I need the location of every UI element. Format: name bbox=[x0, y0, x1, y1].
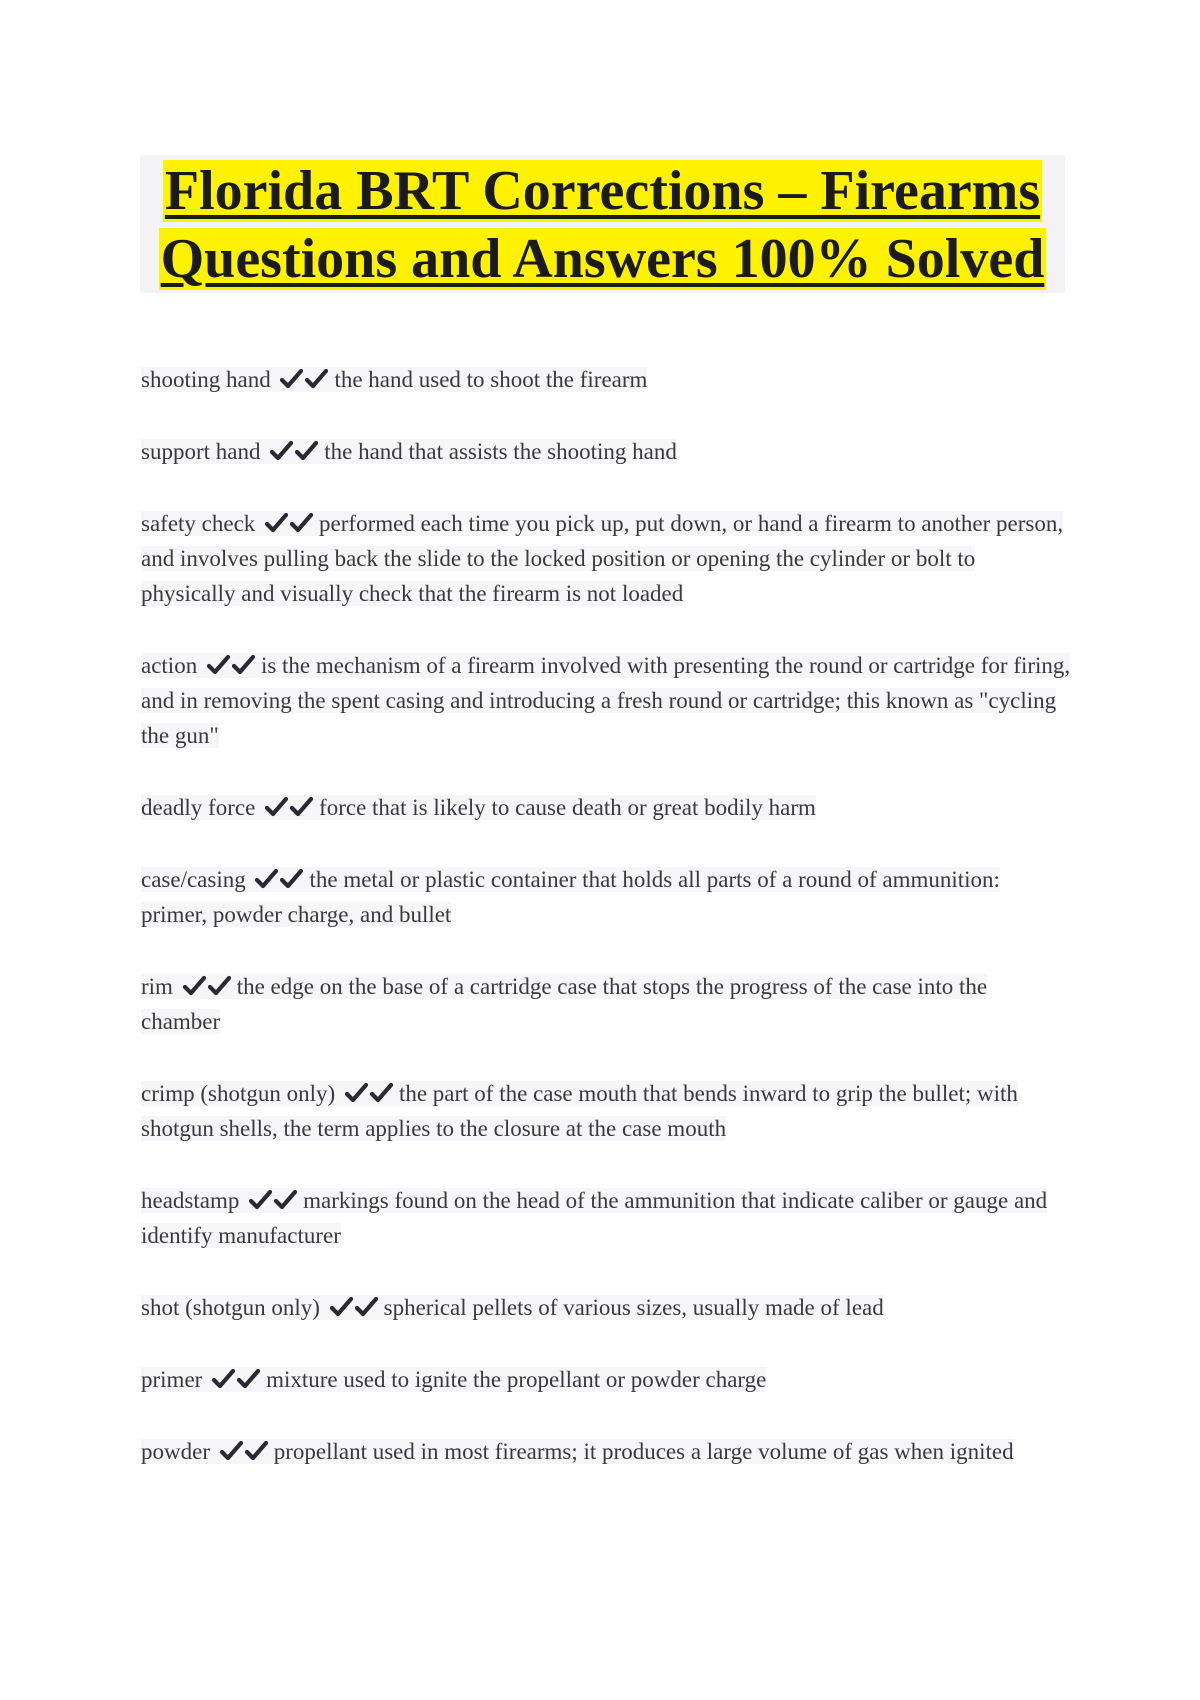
entry-definition: the hand used to shoot the firearm bbox=[334, 367, 648, 392]
double-check-icon bbox=[264, 439, 320, 464]
entry-definition: the edge on the base of a cartridge case that stops the progress of the case into the chamber bbox=[141, 974, 988, 1034]
document-title-text: Florida BRT Corrections – Firearms Questions and Answers 100% Solved bbox=[160, 160, 1045, 290]
flashcard-list bbox=[141, 362, 1071, 1506]
double-check-icon bbox=[206, 1367, 262, 1392]
title-block bbox=[140, 155, 1065, 293]
entry-definition: mixture used to ignite the propellant or powder charge bbox=[266, 1367, 767, 1392]
entry-term: rim bbox=[141, 974, 173, 999]
check-mark-icon bbox=[232, 654, 257, 676]
entry-term: deadly force bbox=[141, 795, 256, 820]
check-mark-icon bbox=[290, 512, 315, 534]
check-mark-icon bbox=[249, 1189, 274, 1211]
double-check-icon bbox=[259, 795, 315, 820]
entry-definition: spherical pellets of various sizes, usually made of lead bbox=[383, 1295, 884, 1320]
flashcard-entry bbox=[141, 1434, 1071, 1469]
check-mark-icon bbox=[265, 796, 290, 818]
entry-term: primer bbox=[141, 1367, 203, 1392]
document-title bbox=[140, 155, 1065, 293]
check-mark-icon bbox=[274, 1189, 299, 1211]
entry-term: safety check bbox=[141, 511, 256, 536]
flashcard-entry bbox=[141, 434, 1071, 469]
double-check-icon bbox=[214, 1439, 270, 1464]
entry-term: headstamp bbox=[141, 1188, 240, 1213]
check-mark-icon bbox=[295, 440, 320, 462]
double-check-icon bbox=[259, 511, 315, 536]
check-mark-icon bbox=[280, 368, 305, 390]
flashcard-entry bbox=[141, 506, 1071, 611]
check-mark-icon bbox=[305, 368, 330, 390]
entry-definition: propellant used in most firearms; it produces a large volume of gas when ignited bbox=[273, 1439, 1014, 1464]
check-mark-icon bbox=[245, 1440, 270, 1462]
entry-definition: the part of the case mouth that bends inward to grip the bullet; with shotgun shells, the term applies to the closure at the case mouth bbox=[141, 1081, 1018, 1141]
entry-term: shot (shotgun only) bbox=[141, 1295, 320, 1320]
check-mark-icon bbox=[208, 975, 233, 997]
double-check-icon bbox=[275, 367, 331, 392]
entry-term: case/casing bbox=[141, 867, 246, 892]
flashcard-entry bbox=[141, 1183, 1071, 1253]
flashcard-entry bbox=[141, 362, 1071, 397]
flashcard-entry bbox=[141, 862, 1071, 932]
double-check-icon bbox=[243, 1188, 299, 1213]
check-mark-icon bbox=[255, 868, 280, 890]
check-mark-icon bbox=[265, 512, 290, 534]
entry-definition: the hand that assists the shooting hand bbox=[324, 439, 677, 464]
check-mark-icon bbox=[183, 975, 208, 997]
double-check-icon bbox=[324, 1295, 380, 1320]
flashcard-entry bbox=[141, 1076, 1071, 1146]
double-check-icon bbox=[250, 867, 306, 892]
check-mark-icon bbox=[290, 796, 315, 818]
entry-definition: performed each time you pick up, put down, or hand a firearm to another person, and involves pulling back the slide to the locked position or opening the cylinder or bolt to physically and visually check that the firearm is not loaded bbox=[141, 511, 1064, 606]
entry-term: crimp (shotgun only) bbox=[141, 1081, 336, 1106]
entry-definition: the metal or plastic container that holds all parts of a round of ammunition: primer, powder charge, and bullet bbox=[141, 867, 1000, 927]
flashcard-entry bbox=[141, 1362, 1071, 1397]
flashcard-entry bbox=[141, 969, 1071, 1039]
double-check-icon bbox=[177, 974, 233, 999]
entry-definition: is the mechanism of a firearm involved with presenting the round or cartridge for firing, and in removing the spent casing and introducing a fresh round or cartridge; this known as "cycling the gun" bbox=[141, 653, 1071, 748]
entry-term: powder bbox=[141, 1439, 210, 1464]
check-mark-icon bbox=[370, 1082, 395, 1104]
entry-term: support hand bbox=[141, 439, 261, 464]
check-mark-icon bbox=[330, 1296, 355, 1318]
entry-definition: markings found on the head of the ammunition that indicate caliber or gauge and identify manufacturer bbox=[141, 1188, 1048, 1248]
check-mark-icon bbox=[280, 868, 305, 890]
entry-term: action bbox=[141, 653, 198, 678]
flashcard-entry bbox=[141, 1290, 1071, 1325]
double-check-icon bbox=[201, 653, 257, 678]
check-mark-icon bbox=[212, 1368, 237, 1390]
check-mark-icon bbox=[237, 1368, 262, 1390]
check-mark-icon bbox=[207, 654, 232, 676]
entry-term: shooting hand bbox=[141, 367, 271, 392]
check-mark-icon bbox=[270, 440, 295, 462]
check-mark-icon bbox=[355, 1296, 380, 1318]
double-check-icon bbox=[339, 1081, 395, 1106]
check-mark-icon bbox=[345, 1082, 370, 1104]
entry-definition: force that is likely to cause death or great bodily harm bbox=[319, 795, 816, 820]
flashcard-entry bbox=[141, 790, 1071, 825]
flashcard-entry bbox=[141, 648, 1071, 753]
check-mark-icon bbox=[220, 1440, 245, 1462]
